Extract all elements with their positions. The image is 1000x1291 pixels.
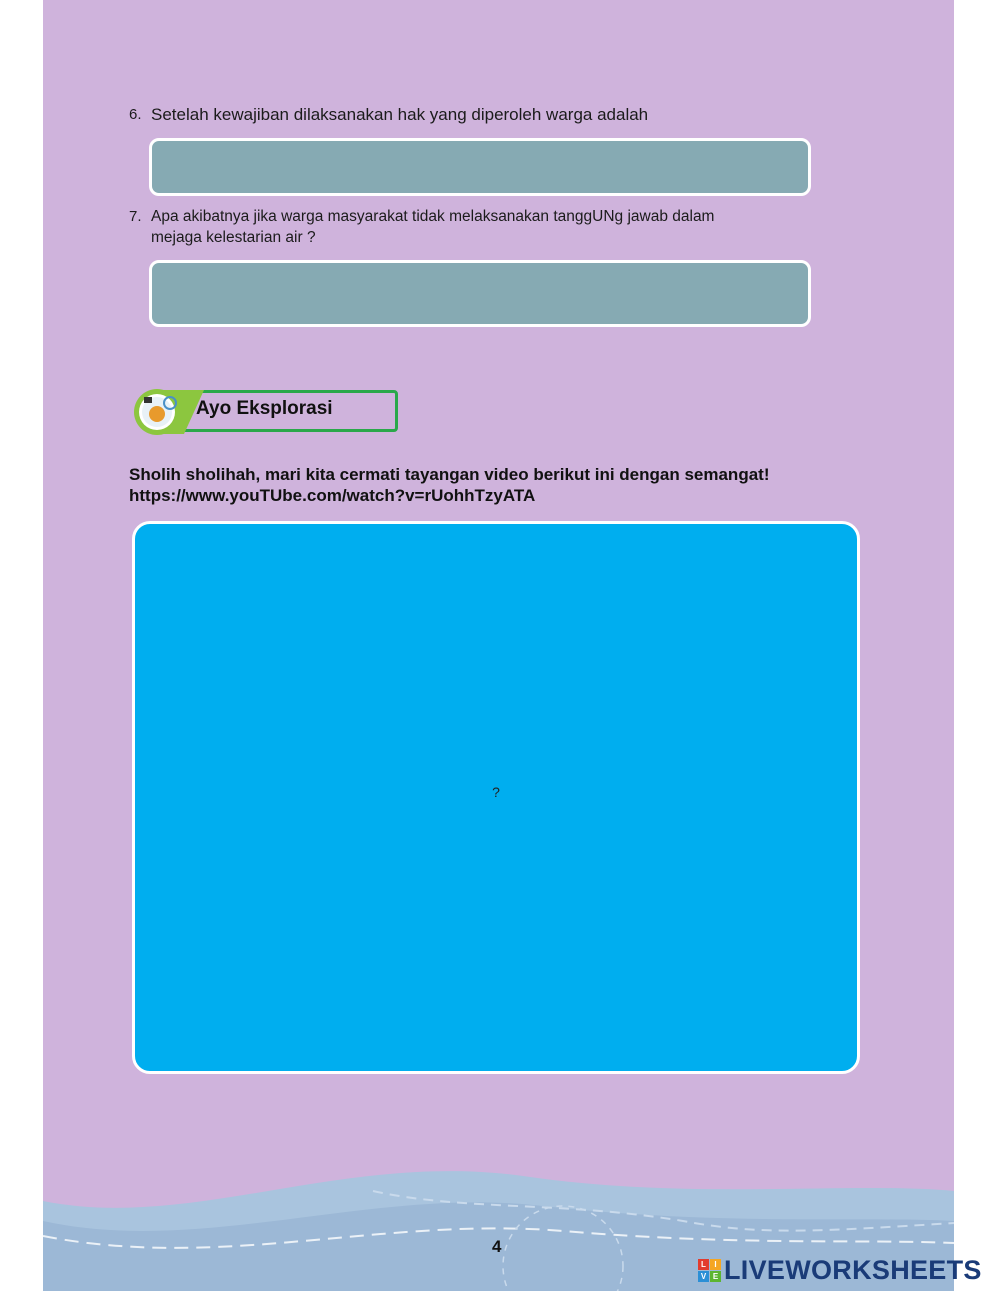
mark-letter: V [698,1271,709,1282]
question-number: 7. [129,208,142,225]
question-text-line-1: Apa akibatnya jika warga masyarakat tidak melaksanakan tanggUNg jawab dalam [151,208,715,225]
answer-field-7[interactable] [149,260,811,327]
mark-letter: E [710,1271,721,1282]
question-text: Setelah kewajiban dilaksanakan hak yang diperoleh warga adalah [151,105,649,124]
liveworksheets-logo[interactable] [698,1255,982,1285]
answer-field-6[interactable] [149,138,811,196]
video-embed[interactable] [132,521,860,1074]
video-placeholder: ? [492,784,500,800]
liveworksheets-mark-icon [698,1259,721,1282]
question-number: 6. [129,106,142,123]
intro-text [129,464,769,506]
page-number: 4 [492,1237,502,1256]
question-text-line-2: mejaga kelestarian air ? [151,229,316,246]
video-link[interactable]: https://www.youTUbe.com/watch?v=rUohhTzyATA [129,486,536,505]
mark-letter: I [710,1259,721,1270]
section-tag [132,387,402,437]
section-tag-label: Ayo Eksplorasi [196,398,333,419]
liveworksheets-wordmark: LIVEWORKSHEETS [724,1254,982,1285]
intro-line-1: Sholih sholihah, mari kita cermati tayangan video berikut ini dengan semangat! [129,465,770,484]
mark-letter: L [698,1259,709,1270]
question-6 [129,104,829,128]
question-7 [129,206,829,252]
